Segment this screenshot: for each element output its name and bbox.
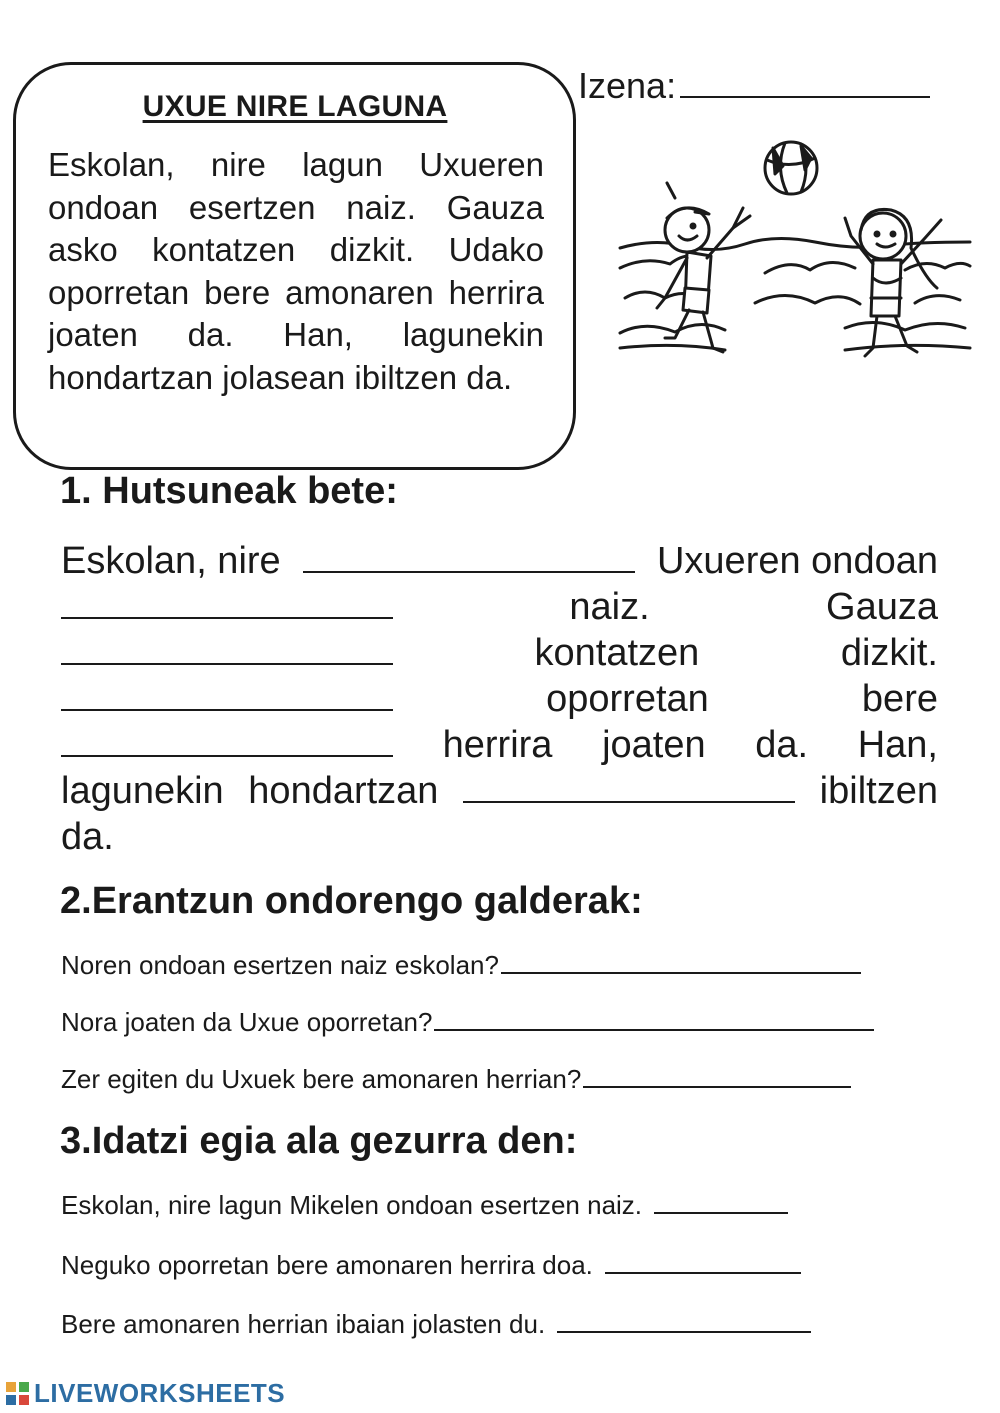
fill-word: bere [861, 678, 938, 720]
beach-kids-illustration [615, 138, 975, 378]
fill-in-text [61, 538, 938, 860]
fill-line-3 [61, 630, 938, 676]
fill-line-1 [61, 538, 938, 584]
fill-word: naiz. [569, 586, 650, 628]
statement-text: Eskolan, nire lagun Mikelen ondoan esertzen naiz. [61, 1190, 643, 1220]
true-false-line-1[interactable] [654, 1190, 788, 1214]
question-row-3 [61, 1064, 851, 1095]
section3-heading: 3.Idatzi egia ala gezurra den: [60, 1120, 578, 1162]
fill-line-7 [61, 814, 938, 860]
fill-word: dizkit. [840, 632, 938, 674]
section1-heading: 1. Hutsuneak bete: [60, 470, 398, 512]
question-text: Zer egiten du Uxuek bere amonaren herrian? [61, 1064, 582, 1094]
true-false-line-2[interactable] [605, 1250, 801, 1274]
fill-line-4 [61, 676, 938, 722]
statement-row-3 [61, 1309, 811, 1340]
question-text: Nora joaten da Uxue oporretan? [61, 1007, 433, 1037]
liveworksheets-logo [6, 1378, 285, 1409]
fill-line-2 [61, 584, 938, 630]
fill-word: joaten [602, 724, 706, 766]
statement-text: Bere amonaren herrian ibaian jolasten du. [61, 1309, 546, 1339]
fill-word: Uxueren ondoan [656, 540, 938, 582]
fill-blank-1[interactable] [303, 541, 635, 573]
girl-figure [845, 209, 941, 356]
fill-word: da. [61, 816, 114, 858]
logo-text: LIVEWORKSHEETS [34, 1378, 286, 1408]
fill-word: Eskolan, nire [61, 540, 281, 582]
answer-line-2[interactable] [434, 1007, 874, 1031]
fill-word: da. [755, 724, 809, 766]
fill-word: herrira [442, 724, 553, 766]
fill-word: ibiltzen [819, 770, 938, 812]
statement-row-1 [61, 1190, 788, 1221]
statement-row-2 [61, 1250, 801, 1281]
section2-heading: 2.Erantzun ondorengo galderak: [60, 880, 643, 922]
question-text: Noren ondoan esertzen naiz eskolan? [61, 950, 499, 980]
question-row-2 [61, 1007, 874, 1038]
fill-line-6 [61, 768, 938, 814]
name-input-line[interactable] [680, 62, 930, 98]
story-title: UXUE NIRE LAGUNA [142, 90, 448, 123]
name-field [578, 62, 930, 107]
boy-figure [657, 183, 750, 352]
fill-word: oporretan [546, 678, 709, 720]
fill-blank-5[interactable] [61, 725, 393, 757]
logo-grid-icon [6, 1382, 30, 1406]
fill-word: hondartzan [248, 770, 439, 812]
name-label: Izena: [578, 65, 677, 106]
fill-blank-4[interactable] [61, 679, 393, 711]
question-row-1 [61, 950, 861, 981]
true-false-line-3[interactable] [557, 1309, 811, 1333]
fill-blank-3[interactable] [61, 633, 393, 665]
fill-word: Gauza [826, 586, 938, 628]
fill-line-5 [61, 722, 938, 768]
fill-word: Han, [857, 724, 938, 766]
fill-word: lagunekin [61, 770, 224, 812]
answer-line-1[interactable] [501, 950, 861, 974]
story-text: Eskolan, nire lagun Uxueren ondoan esertzen naiz. Gauza asko kontatzen dizkit. Udako oporretan bere amonaren herrira joaten da. Han, lagunekin hondartzan jolasean ibiltzen da. [48, 146, 544, 396]
answer-line-3[interactable] [583, 1064, 851, 1088]
fill-blank-6[interactable] [463, 771, 795, 803]
beach-ball-icon [765, 142, 817, 194]
fill-blank-2[interactable] [61, 587, 393, 619]
statement-text: Neguko oporretan bere amonaren herrira doa. [61, 1250, 593, 1280]
fill-word: kontatzen [534, 632, 700, 674]
